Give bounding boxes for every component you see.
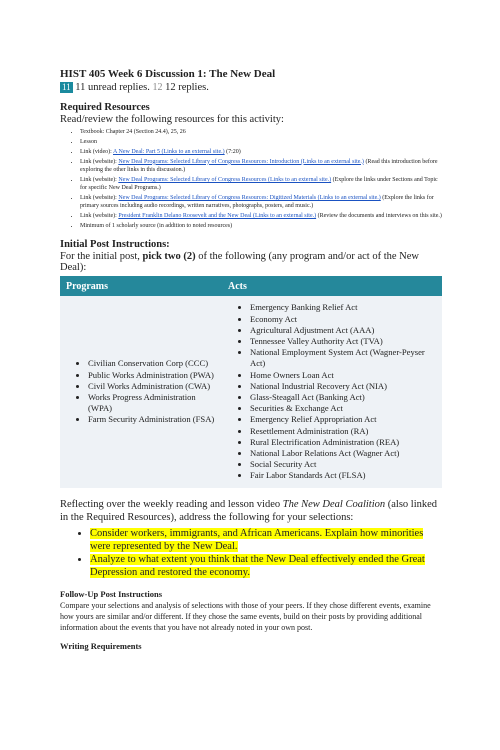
- act-item: • National Industrial Recovery Act (NIA): [250, 381, 438, 392]
- act-item: • Economy Act: [250, 314, 438, 325]
- resource-link[interactable]: President Franklin Delano Roosevelt and the New Deal (Links to an external site.): [118, 213, 317, 220]
- program-item: • Civilian Conservation Corp (CCC): [88, 358, 218, 369]
- reflect-bullets: [60, 527, 442, 579]
- programs-list: [64, 358, 218, 425]
- initial-text-before: For the initial post,: [60, 251, 143, 263]
- reflect-item: [90, 553, 442, 579]
- programs-acts-table: [60, 276, 442, 487]
- highlighted-text: Analyze to what extent you think that the New Deal effectively ended the Great Depression and restored the economy.: [90, 553, 425, 578]
- resource-prefix: Lesson: [80, 138, 97, 145]
- resource-suffix: (Read this introduction before exploring the other links in this discussion.): [80, 158, 438, 173]
- act-item: • National Labor Relations Act (Wagner Act): [250, 448, 438, 459]
- reflect-item: [90, 527, 442, 553]
- resource-link[interactable]: New Deal Programs: Selected Library of Congress Resources: Introduction (Links to an external site.): [118, 158, 364, 165]
- act-item: • Fair Labor Standards Act (FLSA): [250, 470, 438, 481]
- highlighted-text: Consider workers, immigrants, and African Americans. Explain how minorities were represented by the New Deal.: [90, 527, 424, 552]
- programs-header: Programs: [60, 276, 222, 296]
- reflect-italic: The New Deal Coalition: [282, 498, 386, 510]
- resource-item: [80, 128, 442, 136]
- resource-prefix: Minimum of 1 scholarly source (in addition to noted resources): [80, 223, 233, 230]
- resource-item: [80, 148, 442, 156]
- unread-text: 11 unread replies.: [75, 82, 150, 93]
- resource-prefix: Link (website):: [80, 213, 119, 220]
- initial-text: [60, 251, 442, 273]
- act-item: • Glass-Steagall Act (Banking Act): [250, 392, 438, 403]
- resource-link[interactable]: New Deal Programs: Selected Library of Congress Resources (Links to an external site.): [118, 176, 332, 183]
- act-item: • Securities & Exchange Act: [250, 403, 438, 414]
- act-item: • Agricultural Adjustment Act (AAA): [250, 325, 438, 336]
- initial-heading: Initial Post Instructions:: [60, 239, 170, 251]
- total-badge: 12: [152, 82, 163, 93]
- total-text: 12 replies.: [165, 82, 209, 93]
- reflect-after: (also linked in the Required Resources), address the following for your selections:: [60, 498, 438, 523]
- initial-text-after: of the following (any program and/or act of the New Deal):: [60, 251, 419, 274]
- resource-link[interactable]: New Deal Programs: Selected Library of Congress Resources: Digitized Materials (Links to an external site.): [118, 195, 381, 202]
- reflect-before: Reflecting over the weekly reading and lesson video: [60, 498, 283, 510]
- resource-item: [80, 158, 442, 175]
- resource-link[interactable]: A New Deal: Part 5 (Links to an external site.): [113, 148, 225, 155]
- acts-cell: [222, 296, 442, 487]
- resource-suffix: (Explore the links under Sections and Topic for specific New Deal Programs.): [80, 176, 438, 192]
- act-item: • Rural Electrification Administration (REA): [250, 437, 438, 448]
- unread-badge: 11: [62, 82, 71, 92]
- act-item: • Emergency Relief Appropriation Act: [250, 414, 438, 425]
- initial-text-bold: pick two (2): [142, 251, 196, 263]
- act-item: • Tennessee Valley Authority Act (TVA): [250, 336, 438, 347]
- resource-prefix: Link (website):: [80, 158, 119, 165]
- programs-cell: [60, 296, 222, 487]
- resource-item: [80, 194, 442, 211]
- followup-heading: Follow-Up Post Instructions: [60, 588, 163, 599]
- program-item: • Public Works Administration (PWA): [88, 370, 218, 381]
- resource-item: [80, 212, 442, 220]
- act-item: • Resettlement Administration (RA): [250, 426, 438, 437]
- resource-suffix: (Review the documents and interviews on this site.): [316, 213, 442, 220]
- reflect-text: [60, 498, 442, 524]
- discussion-page: [60, 68, 442, 652]
- resource-prefix: Link (website):: [80, 195, 119, 202]
- resource-item: [80, 222, 442, 230]
- followup-text: Compare your selections and analysis of selections with those of your peers. If they chose different events, examine how yours are similar and/or different. If they chose the same events, build on their posts by providing additional information about the events that you have not already noted in your own post.: [60, 600, 431, 632]
- page-title: HIST 405 Week 6 Discussion 1: The New Deal: [60, 68, 276, 80]
- resource-prefix: Link (website):: [80, 176, 119, 183]
- program-item: • Farm Security Administration (FSA): [88, 414, 218, 425]
- resource-item: [80, 176, 442, 193]
- resources-heading: Required Resources: [60, 102, 150, 113]
- program-item: • Works Progress Administration (WPA): [88, 392, 218, 414]
- acts-list: [226, 302, 438, 481]
- act-item: • Emergency Banking Relief Act: [250, 302, 438, 313]
- resource-suffix: (Explore the links for primary sources including audio recordings, written narratives, photographs, posters, and music.): [80, 195, 434, 210]
- resource-item: [80, 138, 442, 146]
- resource-suffix: (7:20): [224, 148, 241, 155]
- writing-heading: Writing Requirements: [60, 640, 142, 651]
- resources-intro: Read/review the following resources for this activity:: [60, 114, 284, 125]
- resource-prefix: Link (video):: [80, 148, 113, 155]
- act-item: • Home Owners Loan Act: [250, 370, 438, 381]
- program-item: • Civil Works Administration (CWA): [88, 381, 218, 392]
- reply-counts: [60, 82, 442, 93]
- act-item: • Social Security Act: [250, 459, 438, 470]
- acts-header: Acts: [222, 276, 442, 296]
- act-item: • National Employment System Act (Wagner-Peyser Act): [250, 347, 438, 369]
- resources-list: [60, 128, 442, 230]
- resource-prefix: Textbook: Chapter 24 (Section 24.4), 25, 26: [80, 129, 186, 135]
